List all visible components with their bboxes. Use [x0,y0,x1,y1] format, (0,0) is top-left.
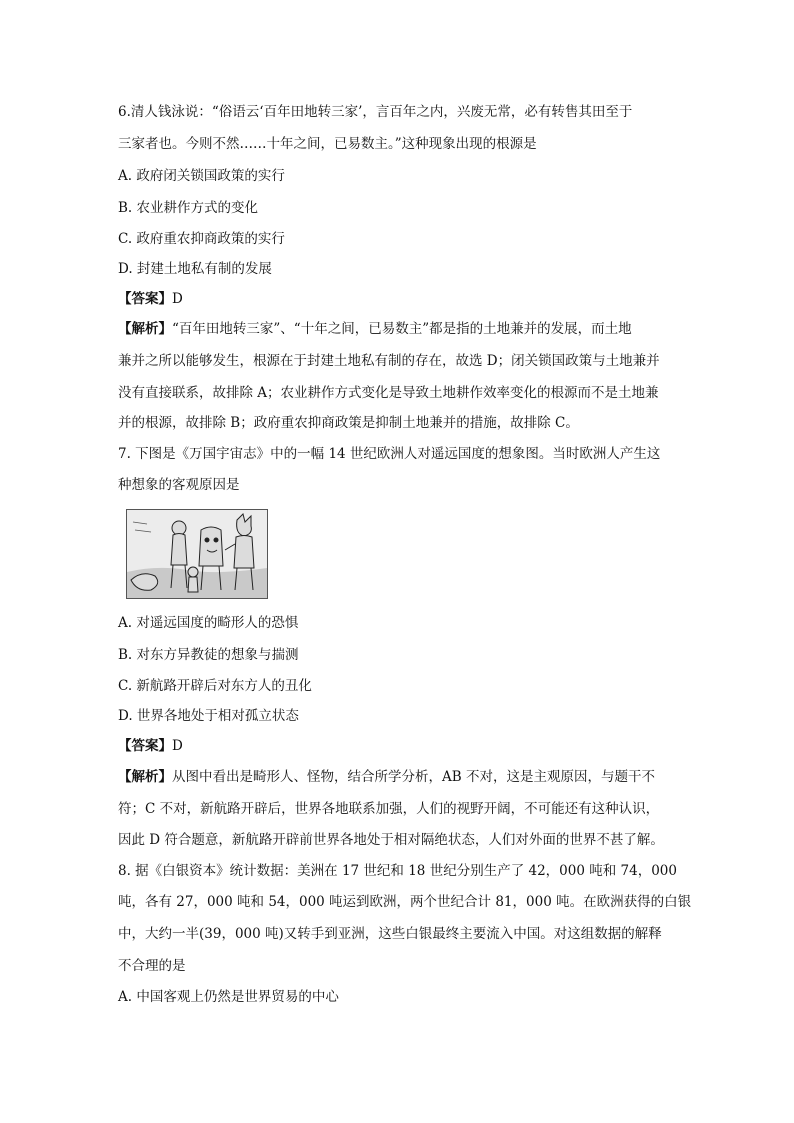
q6-option-b: B. 农业耕作方式的变化 [118,200,259,216]
q6-answer-value: D [172,291,183,307]
q8-stem-line-1: 8. 据《白银资本》统计数据：美洲在 17 世纪和 18 世纪分别生产了 42，000 吨和 74，000 [118,863,677,879]
q6-analysis-text-1: “百年田地转三家”、“十年之间，已易数主”都是指的土地兼并的发展，而土地 [172,321,632,337]
q6-analysis-line-3: 没有直接联系，故排除 A；农业耕作方式变化是导致土地耕作效率变化的根源而不是土地兼 [118,385,659,401]
q7-answer-label: 【答案】 [118,738,172,754]
q7-analysis-line-3: 因此 D 符合题意，新航路开辟前世界各地处于相对隔绝状态，人们对外面的世界不甚了解。 [118,832,664,848]
q6-option-a: A. 政府闭关锁国政策的实行 [118,168,285,184]
q6-analysis-line-1 [118,319,632,339]
q8-stem-line-3: 中，大约一半(39，000 吨)又转手到亚洲，这些白银最终主要流入中国。对这组数据的解释 [118,926,662,942]
q7-analysis-line-1 [118,767,655,787]
woodcut-figures-image [127,510,267,598]
q6-answer-label: 【答案】 [118,291,172,307]
q6-analysis-label: 【解析】 [118,321,172,337]
q7-option-c: C. 新航路开辟后对东方人的丑化 [118,678,312,694]
q7-stem-line-2: 种想象的客观原因是 [118,477,240,493]
q6-answer [118,289,183,309]
q7-option-a: A. 对遥远国度的畸形人的恐惧 [118,615,299,631]
q6-stem-line-1: 6.清人钱泳说：“俗语云‘百年田地转三家’，言百年之内，兴废无常，必有转售其田至于 [118,104,633,120]
q7-answer-value: D [172,738,183,754]
q6-analysis-line-4: 并的根源，故排除 B；政府重农抑商政策是抑制土地兼并的措施，故排除 C。 [118,415,579,431]
q7-answer [118,736,183,756]
q6-option-d: D. 封建土地私有制的发展 [118,261,272,277]
q6-stem-line-2: 三家者也。今则不然……十年之间，已易数主。”这种现象出现的根源是 [118,136,537,152]
q6-option-c: C. 政府重农抑商政策的实行 [118,231,285,247]
q7-analysis-line-2: 符；C 不对，新航路开辟后，世界各地联系加强，人们的视野开阔，不可能还有这种认识， [118,801,660,817]
q7-stem-line-1: 7. 下图是《万国宇宙志》中的一幅 14 世纪欧洲人对遥远国度的想象图。当时欧洲人产生这 [118,446,661,462]
q7-option-b: B. 对东方异教徒的想象与揣测 [118,647,299,663]
q8-option-a: A. 中国客观上仍然是世界贸易的中心 [118,989,339,1005]
q8-stem-line-4: 不合理的是 [118,958,186,974]
q7-analysis-text-1: 从图中看出是畸形人、怪物，结合所学分析，AB 不对，这是主观原因，与题干不 [172,769,655,785]
q7-analysis-label: 【解析】 [118,769,172,785]
q8-stem-line-2: 吨，各有 27，000 吨和 54，000 吨运到欧洲，两个世纪合计 81，000 吨。在欧洲获得的白银 [118,894,692,910]
woodcut-illustration [126,509,268,599]
q7-option-d: D. 世界各地处于相对孤立状态 [118,708,299,724]
q6-analysis-line-2: 兼并之所以能够发生，根源在于封建土地私有制的存在，故选 D；闭关锁国政策与土地兼并 [118,353,660,369]
